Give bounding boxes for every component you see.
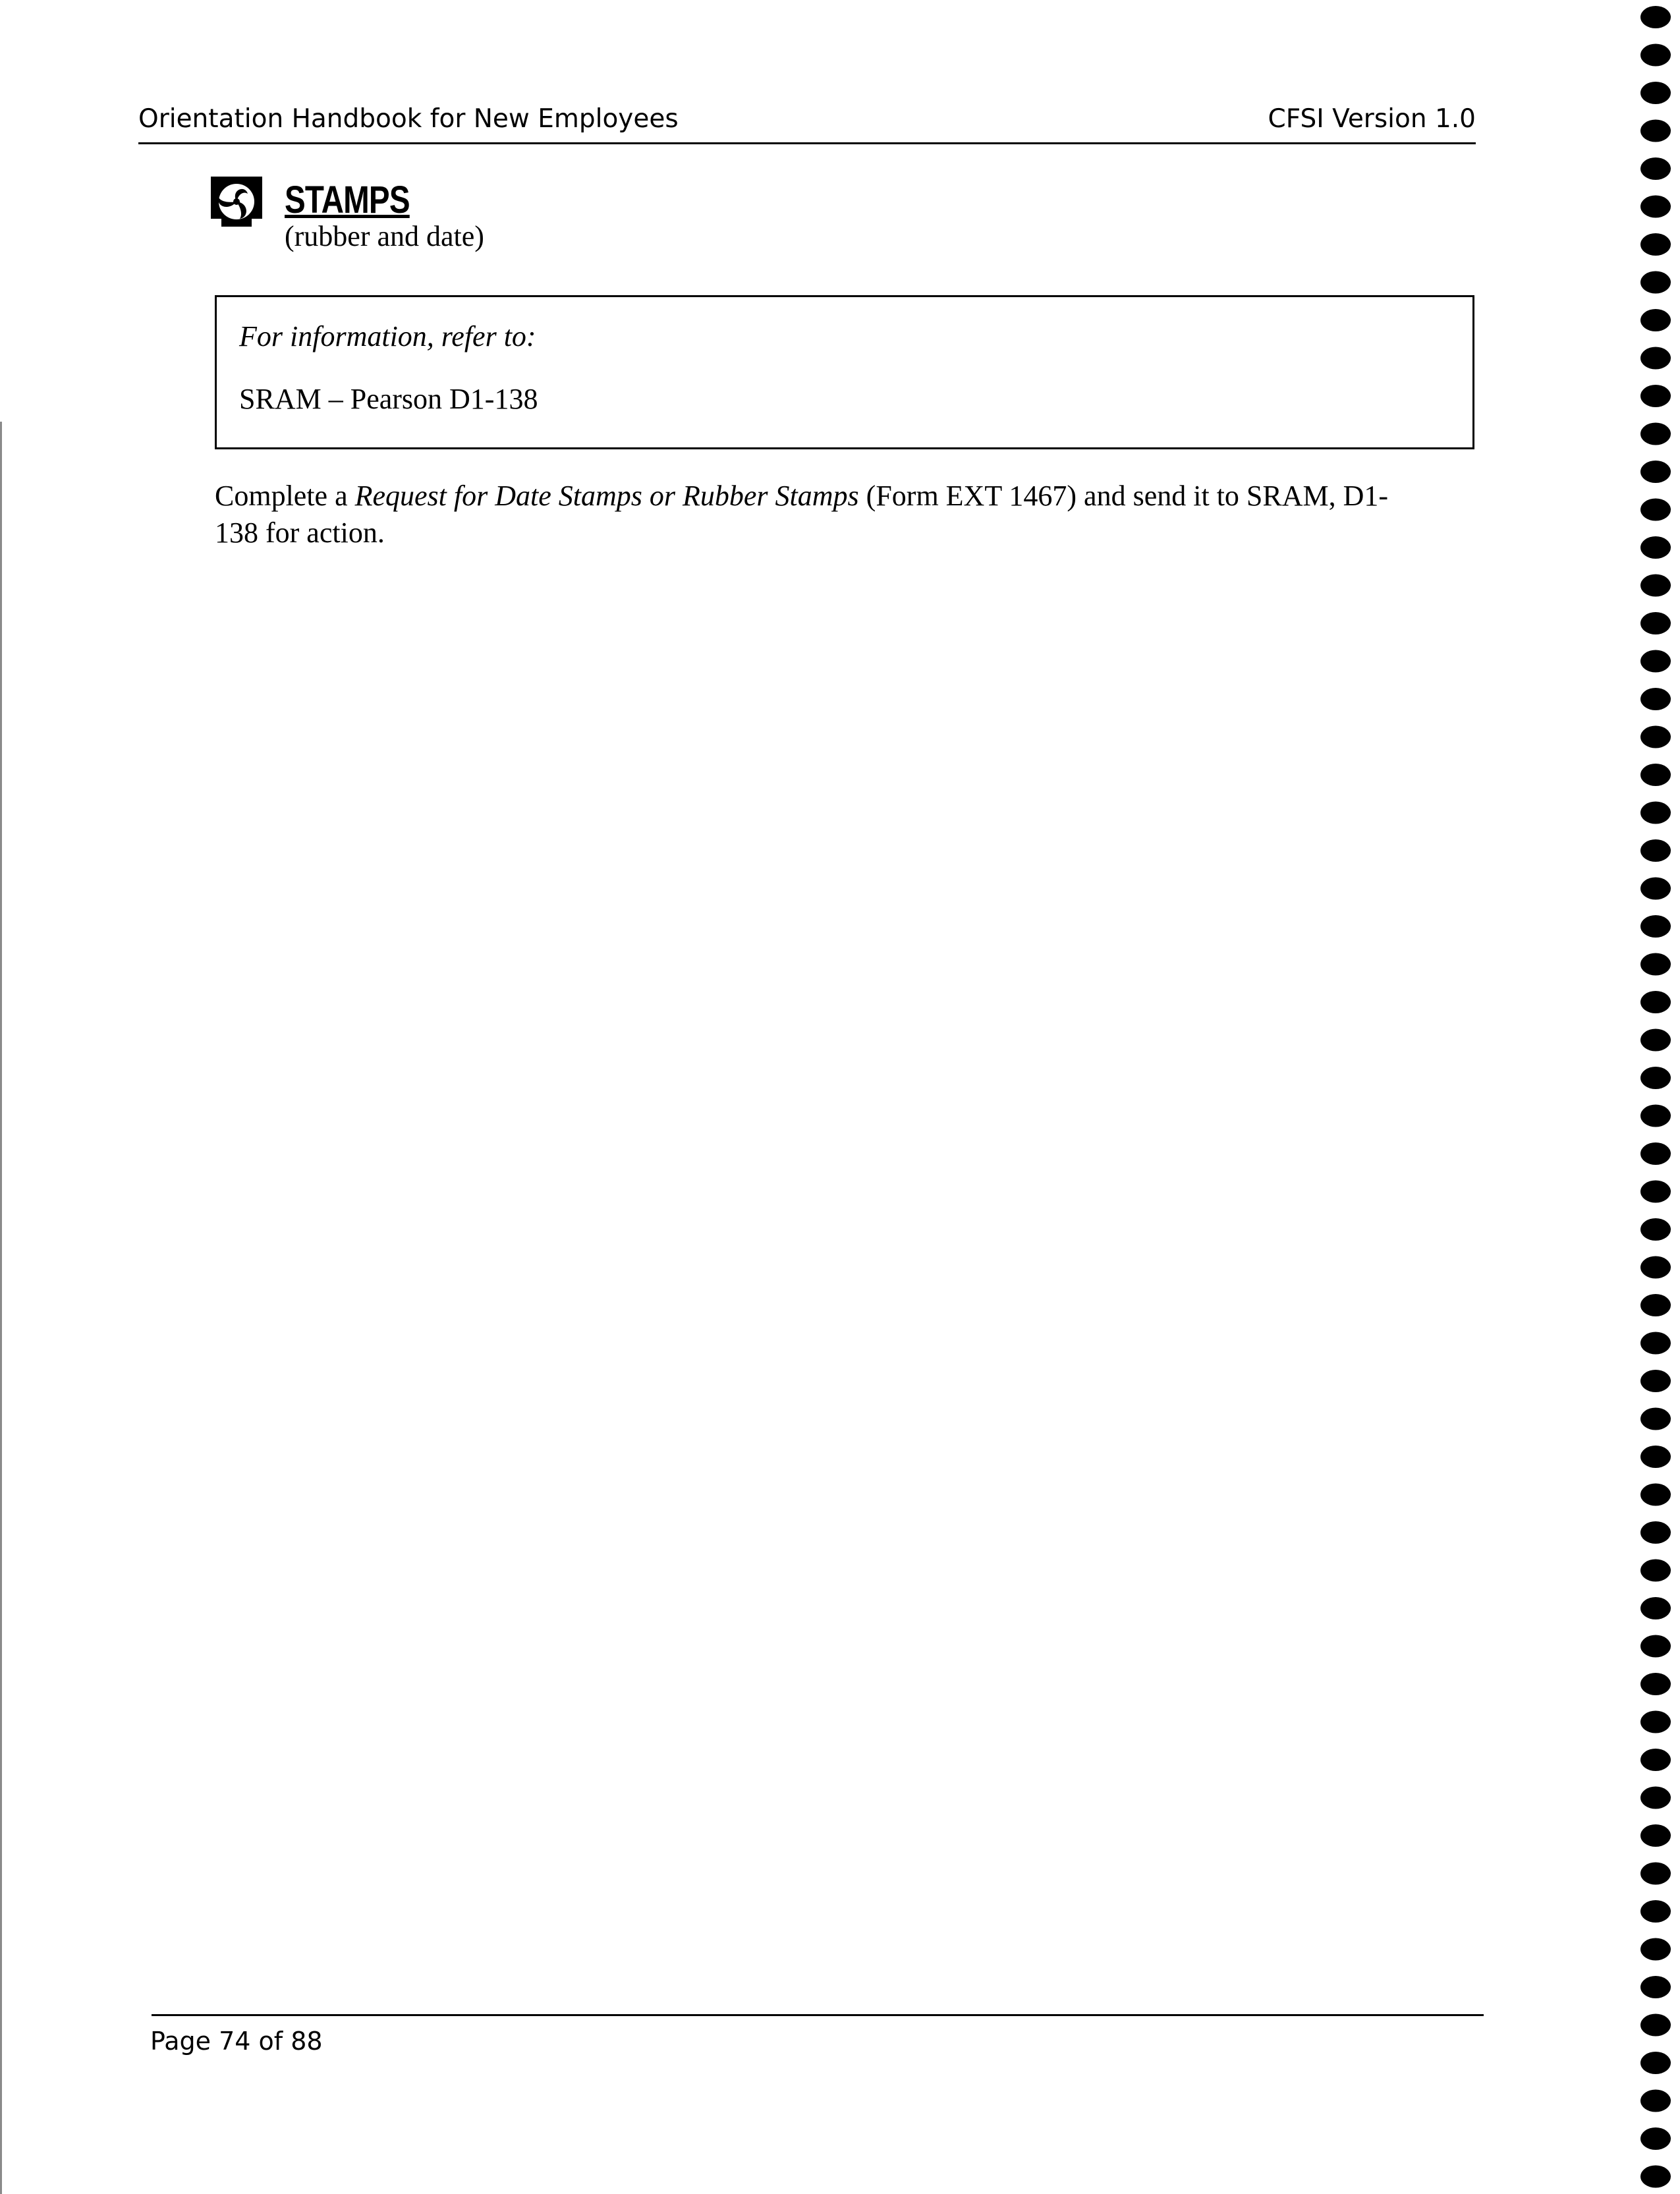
binding-hole [1640,1938,1671,1961]
form-title: Request for Date Stamps or Rubber Stamps [354,480,859,512]
binding-hole [1640,82,1671,104]
binding-hole [1640,878,1671,900]
binding-hole [1640,196,1671,218]
binding-hole [1640,1635,1671,1658]
instruction-text-line2: 138 for action. [215,517,385,549]
binding-hole [1640,953,1671,976]
binding-hole [1640,461,1671,483]
binding-hole [1640,575,1671,597]
binding-hole [1640,1256,1671,1279]
binding-hole [1640,2090,1671,2112]
binding-hole [1640,1976,1671,1998]
binding-hole [1640,1218,1671,1241]
scan-edge [0,422,2,2194]
document-title: Orientation Handbook for New Employees [138,104,679,134]
binding-hole [1640,423,1671,445]
binding-hole [1640,915,1671,938]
binding-hole [1640,1787,1671,1809]
binding-hole [1640,6,1671,28]
version-label: CFSI Version 1.0 [1268,104,1476,134]
binding-hole [1640,839,1671,862]
instruction-text-end: (Form EXT 1467) and send it to SRAM, D1- [858,480,1389,512]
binding-hole [1640,233,1671,256]
page-number: Page 74 of 88 [150,2027,323,2056]
reference-lead: For information, refer to: [239,320,536,352]
binding-hole [1640,1105,1671,1127]
binding-hole [1640,688,1671,710]
binding-hole [1640,157,1671,180]
binding-hole [1640,309,1671,331]
binding-hole [1640,1521,1671,1544]
binding-hole [1640,271,1671,294]
page-header [138,104,1476,144]
binding-hole [1640,1408,1671,1430]
binding-hole [1640,2127,1671,2150]
binding-hole [1640,650,1671,673]
binding-hole [1640,764,1671,786]
binding-hole [1640,44,1671,67]
reference-box [215,295,1474,449]
reference-contact: SRAM – Pearson D1-138 [239,383,538,415]
section-title: STAMPS [285,179,410,221]
instruction-text-start: Complete a [215,480,355,512]
binding-hole [1640,802,1671,824]
binding-hole [1640,1294,1671,1316]
binding-hole [1640,991,1671,1013]
binding-hole [1640,612,1671,634]
binding-hole [1640,536,1671,559]
binding-hole [1640,1446,1671,1468]
binding-hole [1640,120,1671,142]
binding-hole [1640,1749,1671,1771]
section-subtitle: (rubber and date) [285,220,484,252]
binding-hole [1640,2014,1671,2037]
instruction-paragraph [215,478,1480,551]
binding-hole [1640,1370,1671,1392]
binding-hole [1640,726,1671,748]
binding-hole [1640,1181,1671,1203]
binding-hole [1640,1900,1671,1923]
binding-hole [1640,1711,1671,1733]
binding-hole [1640,1029,1671,1052]
footer-rule [152,2014,1484,2016]
binding-hole [1640,347,1671,370]
binding-hole [1640,2052,1671,2074]
binding-hole [1640,2166,1671,2188]
binding-hole [1640,1142,1671,1165]
spiral-binding [1634,0,1680,2193]
binding-hole [1640,1673,1671,1695]
binding-hole [1640,1863,1671,1885]
binding-hole [1640,1560,1671,1582]
binding-hole [1640,1067,1671,1089]
binding-hole [1640,385,1671,407]
binding-hole [1640,1824,1671,1847]
binding-hole [1640,1484,1671,1506]
binding-hole [1640,1332,1671,1355]
binding-hole [1640,499,1671,521]
tri-spiral-icon [211,177,262,227]
binding-hole [1640,1597,1671,1619]
